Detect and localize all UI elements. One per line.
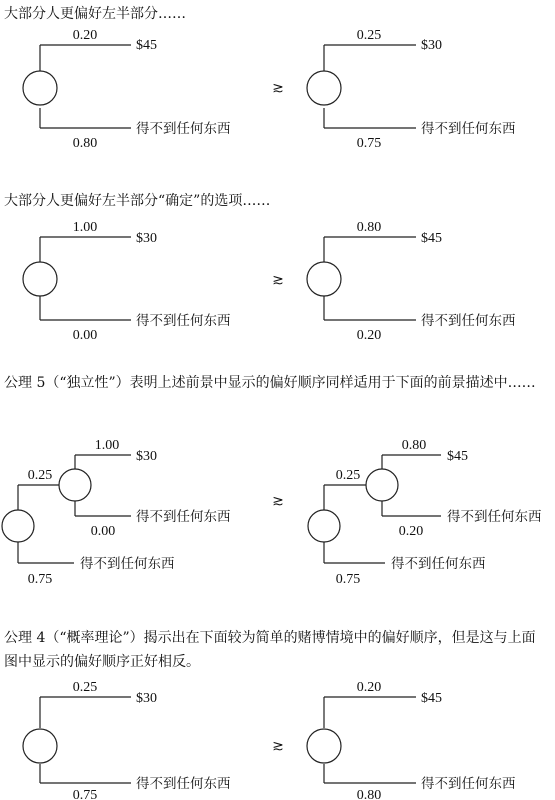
chance-node bbox=[308, 510, 340, 542]
prize-label: $45 bbox=[421, 231, 442, 246]
probability-bottom: 0.80 bbox=[356, 788, 382, 800]
probability-bottom: 0.20 bbox=[356, 328, 382, 343]
outcome-label: 得不到任何东西 bbox=[136, 313, 231, 329]
outcome-label: 得不到任何东西 bbox=[136, 121, 231, 137]
outcome-label: 得不到任何东西 bbox=[421, 121, 516, 137]
prize-label: $30 bbox=[136, 691, 157, 706]
outcome-label: 得不到任何东西 bbox=[80, 556, 175, 572]
outcome-label: 得不到任何东西 bbox=[447, 509, 542, 525]
probability-outer-bottom: 0.75 bbox=[27, 572, 53, 587]
figure-4-left-lottery bbox=[23, 680, 231, 800]
figure-3-left-lottery bbox=[2, 438, 231, 587]
paragraph-2: 大部分人更偏好左半部分“确定”的选项…… bbox=[4, 193, 271, 209]
figure-2-right-lottery bbox=[307, 220, 516, 343]
chance-node bbox=[23, 71, 57, 105]
chance-node bbox=[2, 510, 34, 542]
preference-symbol: ≳ bbox=[272, 81, 284, 96]
probability-outer-top: 0.25 bbox=[335, 468, 361, 483]
probability-inner-bottom: 0.20 bbox=[398, 524, 424, 539]
prize-label: $45 bbox=[421, 691, 442, 706]
probability-bottom: 0.80 bbox=[72, 136, 98, 151]
figure-1-right-lottery bbox=[307, 28, 516, 151]
outcome-label: 得不到任何东西 bbox=[136, 776, 231, 792]
outcome-label: 得不到任何东西 bbox=[421, 776, 516, 792]
prize-label: $30 bbox=[421, 38, 442, 53]
outcome-label: 得不到任何东西 bbox=[391, 556, 486, 572]
probability-inner-top: 1.00 bbox=[94, 438, 120, 453]
chance-node bbox=[307, 729, 341, 763]
probability-top: 0.20 bbox=[356, 680, 382, 695]
chance-node bbox=[307, 71, 341, 105]
outcome-label: 得不到任何东西 bbox=[136, 509, 231, 525]
figure-3 bbox=[2, 438, 542, 587]
outcome-label: 得不到任何东西 bbox=[421, 313, 516, 329]
paragraph-4: 公理 4（“概率理论”）揭示出在下面较为简单的赌博情境中的偏好顺序，但是这与上面图中显示的偏好顺序正好相反。 bbox=[4, 630, 536, 670]
probability-top: 1.00 bbox=[72, 220, 98, 235]
probability-bottom: 0.75 bbox=[72, 788, 98, 800]
probability-top: 0.25 bbox=[72, 680, 98, 695]
chance-node-inner bbox=[59, 469, 91, 501]
preference-symbol: ≳ bbox=[272, 494, 284, 509]
figure-4 bbox=[23, 680, 516, 800]
paragraph-3: 公理 5（“独立性”）表明上述前景中显示的偏好顺序同样适用于下面的前景描述中…… bbox=[4, 375, 536, 391]
probability-top: 0.80 bbox=[356, 220, 382, 235]
probability-outer-top: 0.25 bbox=[27, 468, 53, 483]
preference-symbol: ≳ bbox=[272, 273, 284, 288]
figure-2-left-lottery bbox=[23, 220, 231, 343]
probability-inner-top: 0.80 bbox=[401, 438, 427, 453]
probability-bottom: 0.75 bbox=[356, 136, 382, 151]
figure-2 bbox=[23, 220, 516, 343]
chance-node bbox=[307, 262, 341, 296]
probability-outer-bottom: 0.75 bbox=[335, 572, 361, 587]
figure-3-right-lottery bbox=[308, 438, 542, 587]
probability-top: 0.20 bbox=[72, 28, 98, 43]
preference-symbol: ≳ bbox=[272, 739, 284, 754]
figure-1-left-lottery bbox=[23, 28, 231, 151]
chance-node-inner bbox=[366, 469, 398, 501]
figure-1 bbox=[23, 28, 516, 151]
paragraph-1: 大部分人更偏好左半部分…… bbox=[4, 6, 186, 22]
prize-label: $30 bbox=[136, 449, 157, 464]
probability-top: 0.25 bbox=[356, 28, 382, 43]
figure-4-right-lottery bbox=[307, 680, 516, 800]
prize-label: $45 bbox=[447, 449, 468, 464]
probability-inner-bottom: 0.00 bbox=[90, 524, 116, 539]
prize-label: $45 bbox=[136, 38, 157, 53]
prize-label: $30 bbox=[136, 231, 157, 246]
probability-bottom: 0.00 bbox=[72, 328, 98, 343]
chance-node bbox=[23, 262, 57, 296]
chance-node bbox=[23, 729, 57, 763]
